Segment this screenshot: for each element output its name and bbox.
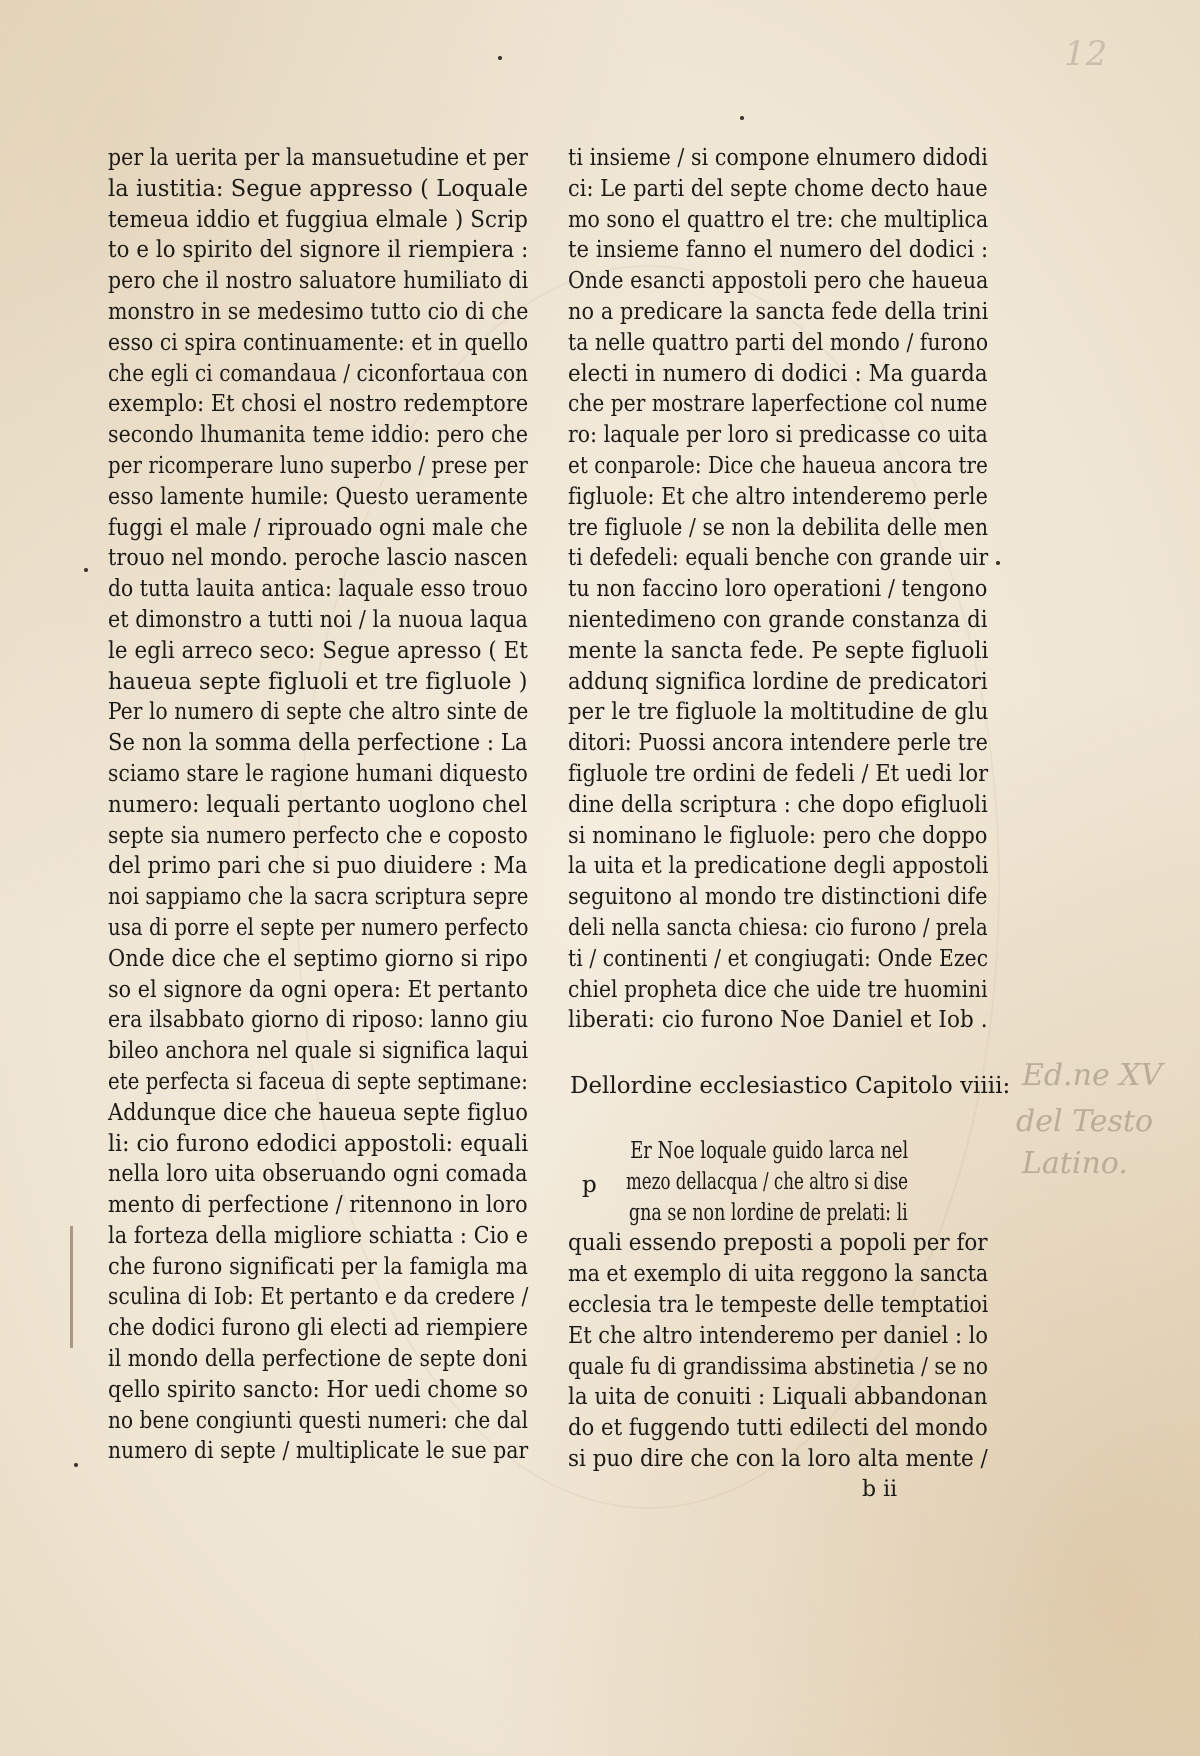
- text-line: noi sappiamo che la sacra scriptura sepre: [108, 884, 529, 911]
- text-line: Et che altro intenderemo per daniel : lo: [568, 1322, 988, 1349]
- text-line: bileo anchora nel quale si significa laqui: [108, 1038, 529, 1065]
- guide-letter: p: [582, 1172, 597, 1198]
- text-line: addunq significa lordine de predicatori: [568, 668, 988, 695]
- text-line: Onde esancti appostoli pero che haueua: [568, 268, 989, 295]
- text-line: mento di perfectione / ritennono in loro: [108, 1192, 528, 1219]
- text-line: mente la sancta fede. Pe septe figluoli: [568, 637, 989, 664]
- text-line: Onde dice che el septimo giorno si ripo: [108, 945, 528, 972]
- text-line: numero di septe / multiplicate le sue par: [108, 1438, 529, 1465]
- text-line: che egli ci comandaua / ciconfortaua con: [108, 360, 529, 387]
- text-line: ecclesia tra le tempeste delle temptatioi: [568, 1291, 989, 1318]
- text-line: qello spirito sancto: Hor uedi chome so: [108, 1376, 529, 1403]
- text-line: ti defedeli: equali benche con grande uir: [568, 545, 989, 572]
- text-line: usa di porre el septe per numero perfecto: [108, 914, 529, 941]
- text-line: la iustitia: Segue appresso ( Loquale: [108, 175, 529, 202]
- text-line: do tutta lauita antica: laquale esso trouo: [108, 576, 528, 603]
- text-line: do et fuggendo tutti edilecti del mondo: [568, 1415, 988, 1442]
- text-line: ro: laquale per loro si predicasse co uita: [568, 422, 988, 449]
- text-line: ditori: Puossi ancora intendere perle tre: [568, 730, 988, 757]
- text-line: sciamo stare le ragione humani diquesto: [108, 760, 528, 787]
- text-line: septe sia numero perfecto che e coposto: [108, 822, 528, 849]
- text-line: nella loro uita obseruando ogni comada: [108, 1161, 528, 1188]
- text-line: Se non la somma della perfectione : La: [108, 730, 528, 757]
- text-line: figluole tre ordini de fedeli / Et uedi lor: [568, 760, 989, 787]
- text-line: te insieme fanno el numero del dodici :: [568, 237, 989, 264]
- text-line: fuggi el male / riprouado ogni male che: [108, 514, 528, 541]
- text-line: gna se non lordine de prelati: li: [628, 1199, 908, 1226]
- ink-speck: [74, 1463, 78, 1467]
- text-line: che per mostrare laperfectione col nume: [568, 391, 988, 418]
- text-line: et dimonstro a tutti noi / la nuoua laqua: [108, 606, 528, 633]
- text-line: che furono significati per la famigla ma: [108, 1253, 529, 1280]
- text-line: li: cio furono edodici appostoli: equali: [108, 1130, 529, 1157]
- text-line: et conparole: Dice che haueua ancora tre: [568, 452, 988, 479]
- text-line: si nominano le figluole: pero che doppo: [568, 822, 988, 849]
- text-line: exemplo: Et chosi el nostro redemptore: [108, 391, 529, 418]
- margin-annotation-line-3: Latino.: [1022, 1146, 1128, 1181]
- text-line: electi in numero di dodici : Ma guarda: [568, 360, 988, 387]
- text-line: temeua iddio et fuggiua elmale ) Scrip: [108, 206, 529, 233]
- text-line: che dodici furono gli electi ad riempiere: [108, 1315, 529, 1342]
- text-line: ci: Le parti del septe chome decto haue: [568, 175, 988, 202]
- signature-mark: b ii: [862, 1477, 898, 1502]
- text-line: no bene congiunti questi numeri: che dal: [108, 1407, 529, 1434]
- text-line: seguitono al mondo tre distinctioni dife: [568, 884, 988, 911]
- text-line: la uita de conuiti : Liquali abbandonan: [568, 1384, 988, 1411]
- text-line: chiel propheta dice che uide tre huomini: [568, 976, 988, 1003]
- text-line: no a predicare la sancta fede della trini: [568, 298, 989, 325]
- text-line: la uita et la predicatione degli appostoli: [568, 853, 989, 880]
- text-line: si puo dire che con la loro alta mente /: [568, 1445, 988, 1472]
- text-line: la forteza della migliore schiatta : Cio e: [108, 1222, 529, 1249]
- text-line: sculina di Iob: Et pertanto e da credere /: [108, 1284, 529, 1311]
- text-line: per le tre figluole la moltitudine de glu: [568, 699, 989, 726]
- text-line: nientedimeno con grande constanza di: [568, 606, 988, 633]
- folio-number: 12: [1064, 34, 1108, 74]
- text-line: Addunque dice che haueua septe figluo: [108, 1099, 528, 1126]
- ink-speck: [498, 56, 502, 60]
- text-line: numero: lequali pertanto uoglono chel: [108, 791, 528, 818]
- text-line: mezo dellacqua / che altro si dise: [626, 1168, 909, 1195]
- text-line: tu non faccino loro operationi / tengono: [568, 576, 988, 603]
- ink-speck: [996, 561, 1000, 565]
- text-line: tre figluole / se non la debilita delle men: [568, 514, 989, 541]
- text-line: mo sono el quattro el tre: che multiplica: [568, 206, 989, 233]
- text-line: haueua septe figluoli et tre figluole ): [108, 668, 528, 695]
- chapter-text: [568, 1136, 988, 1475]
- text-line: le egli arreco seco: Segue apresso ( Et: [108, 637, 528, 664]
- chapter-heading: Dellordine ecclesiastico Capitolo viiii:: [570, 1073, 1011, 1099]
- text-line: ete perfecta si faceua di septe septimane:: [108, 1068, 528, 1095]
- ink-speck: [84, 568, 88, 572]
- text-line: per la uerita per la mansuetudine et per: [108, 145, 529, 171]
- text-line: deli nella sancta chiesa: cio furono / prela: [568, 914, 988, 941]
- text-line: monstro in se medesimo tutto cio di che: [108, 298, 529, 325]
- text-line: dine della scriptura : che dopo efigluoli: [568, 791, 988, 818]
- text-line: secondo lhumanita teme iddio: pero che: [108, 422, 529, 449]
- text-line: figluole: Et che altro intenderemo perle: [568, 483, 988, 510]
- text-line: trouo nel mondo. peroche lascio nascen: [108, 545, 528, 572]
- text-line: esso ci spira continuamente: et in quello: [108, 329, 529, 356]
- text-line: pero che il nostro saluatore humiliato di: [108, 268, 529, 295]
- text-line: ma et exemplo di uita reggono la sancta: [568, 1261, 989, 1288]
- text-line: ti / continenti / et congiugati: Onde Ezec: [568, 945, 989, 972]
- ink-speck: [740, 116, 744, 120]
- text-line: to e lo spirito del signore il riempiera :: [108, 237, 529, 264]
- text-line: so el signore da ogni opera: Et pertanto: [108, 976, 529, 1003]
- right-text-column: [568, 143, 988, 1036]
- text-line: esso lamente humile: Questo ueramente: [108, 483, 529, 510]
- text-line: era ilsabbato giorno di riposo: lanno giu: [108, 1007, 529, 1034]
- text-line: ta nelle quattro parti del mondo / furono: [568, 329, 989, 356]
- text-line: del primo pari che si puo diuidere : Ma: [108, 853, 528, 880]
- margin-annotation-line-2: del Testo: [1016, 1104, 1154, 1139]
- text-line: quali essendo preposti a popoli per for: [568, 1230, 988, 1257]
- text-line: liberati: cio furono Noe Daniel et Iob .: [568, 1007, 988, 1034]
- margin-line-mark: [70, 1226, 73, 1348]
- text-line: il mondo della perfectione de septe doni: [108, 1346, 528, 1373]
- margin-annotation-line-1: Ed.ne XV: [1022, 1058, 1163, 1093]
- text-line: per ricomperare luno superbo / prese per: [108, 452, 528, 479]
- text-line: Per lo numero di septe che altro sinte de: [108, 699, 529, 726]
- text-line: ti insieme / si compone elnumero didodi: [568, 145, 988, 171]
- text-line: Er Noe loquale guido larca nel: [630, 1138, 909, 1164]
- left-text-column: [108, 143, 528, 1467]
- text-line: quale fu di grandissima abstinetia / se no: [568, 1353, 988, 1380]
